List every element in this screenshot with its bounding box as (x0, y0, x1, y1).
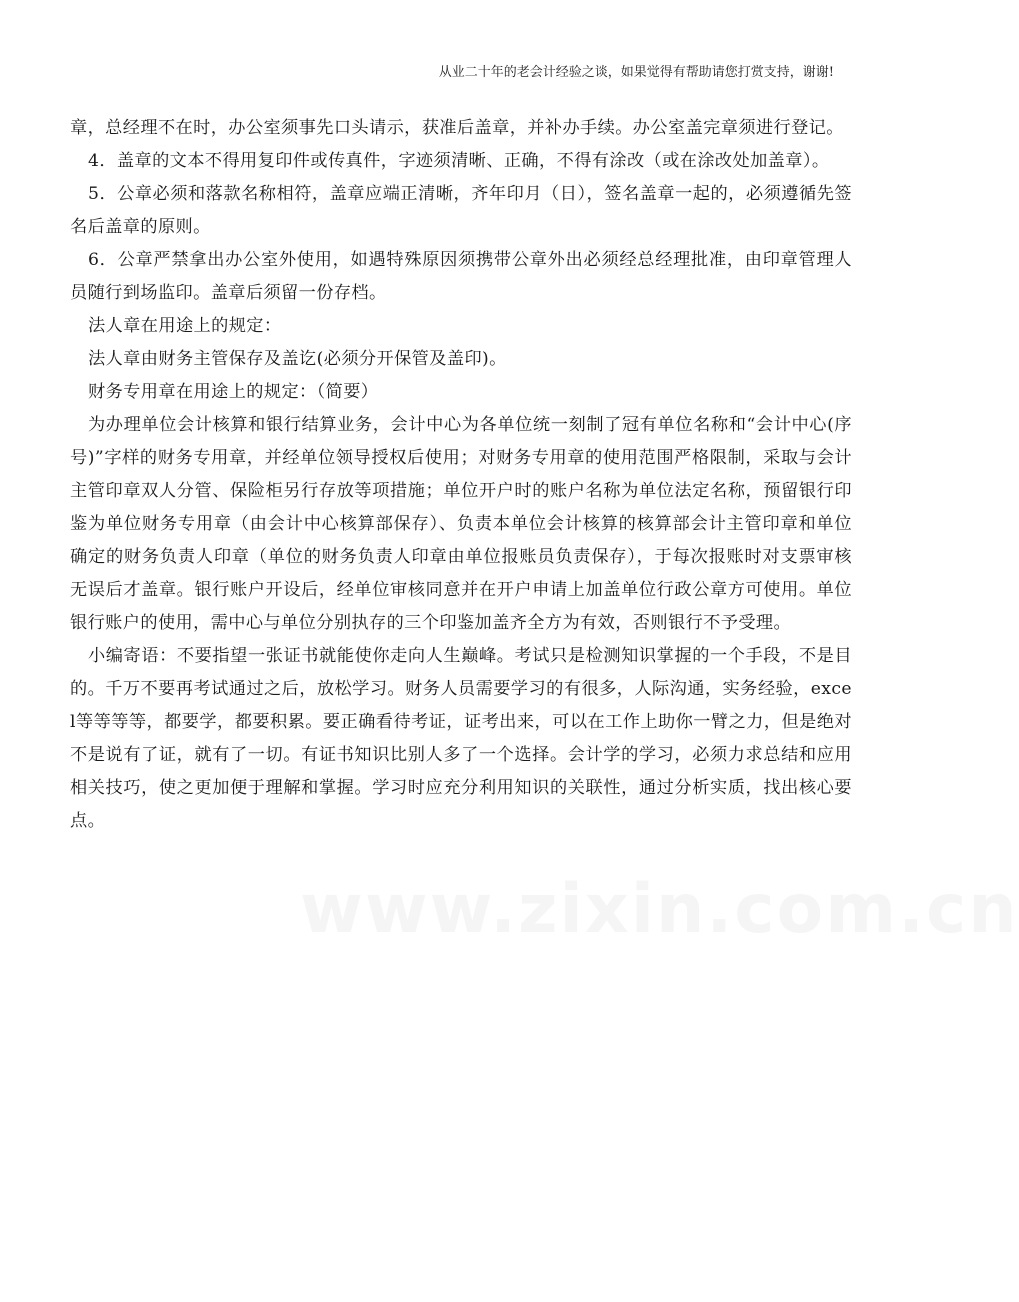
paragraph-4: 6．公章严禁拿出办公室外使用，如遇特殊原因须携带公章外出必须经总经理批准，由印章管理人员随行到场监印。盖章后须留一份存档。 (70, 250, 852, 303)
paragraph-3: 5．公章必须和落款名称相符，盖章应端正清晰，齐年印月（日），签名盖章一起的，必须遵循先签名后盖章的原则。 (70, 184, 852, 237)
paragraph-9: 小编寄语：不要指望一张证书就能使你走向人生巅峰。考试只是检测知识掌握的一个手段，不是目的。千万不要再考试通过之后，放松学习。财务人员需要学习的有很多，人际沟通，实务经验，excel等等等等，都要学，都要积累。要正确看待考证，证考出来，可以在工作上助你一臂之力，但是绝对不是说有了证，就有了一切。有证书知识比别人多了一个选择。会计学的学习，必须力求总结和应用相关技巧，使之更加便于理解和掌握。学习时应充分利用知识的关联性，通过分析实质，找出核心要点。 (70, 646, 852, 831)
paragraph-8: 为办理单位会计核算和银行结算业务，会计中心为各单位统一刻制了冠有单位名称和“会计中心(序号)”字样的财务专用章，并经单位领导授权后使用；对财务专用章的使用范围严格限制，采取与会计主管印章双人分管、保险柜另行存放等项措施；单位开户时的账户名称为单位法定名称，预留银行印鉴为单位财务专用章（由会计中心核算部保存）、负责本单位会计核算的核算部会计主管印章和单位确定的财务负责人印章（单位的财务负责人印章由单位报账员负责保存），于每次报账时对支票审核无误后才盖章。银行账户开设后，经单位审核同意并在开户申请上加盖单位行政公章方可使用。单位银行账户的使用，需中心与单位分别执存的三个印鉴加盖齐全方为有效，否则银行不予受理。 (70, 415, 852, 633)
header-note: 从业二十年的老会计经验之谈，如果觉得有帮助请您打赏支持，谢谢! (438, 65, 834, 80)
paragraph-2: 4．盖章的文本不得用复印件或传真件，字迹须清晰、正确，不得有涂改（或在涂改处加盖章）。 (88, 151, 830, 171)
paragraph-7: 财务专用章在用途上的规定：（简要） (88, 382, 379, 402)
document-body (70, 112, 852, 838)
watermark: www.zixin.com.cn (300, 870, 1019, 949)
paragraph-5: 法人章在用途上的规定： (88, 316, 282, 336)
paragraph-6: 法人章由财务主管保存及盖讫(必须分开保管及盖印)。 (88, 349, 507, 369)
paragraph-1: 章，总经理不在时，办公室须事先口头请示，获准后盖章，并补办手续。办公室盖完章须进行登记。 (70, 118, 844, 138)
